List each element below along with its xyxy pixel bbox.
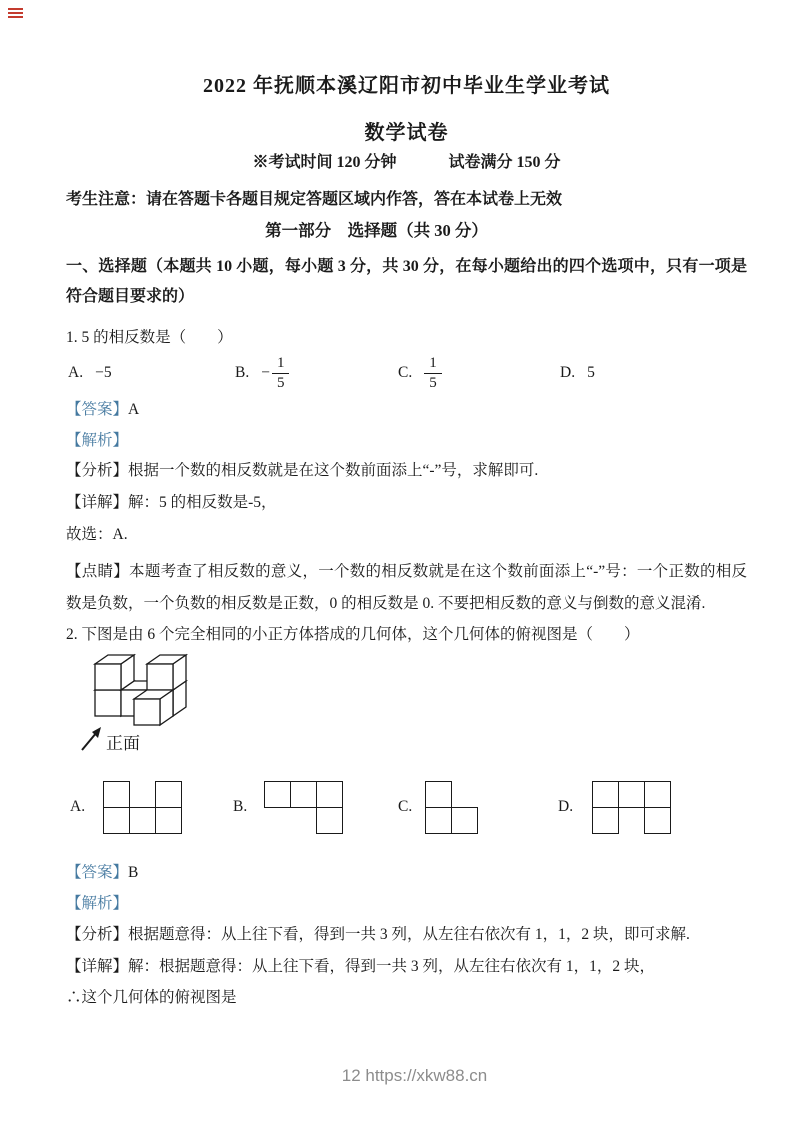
analysis-tag: 【解析】 — [66, 895, 129, 912]
q1-fenxi-line: 【分析】根据一个数的相反数就是在这个数前面添上“-”号，求解即可. — [66, 462, 539, 479]
q1-answer-line — [66, 399, 747, 420]
question-1-options — [66, 350, 747, 396]
q2-option-a-grid — [103, 781, 183, 835]
q2-conclusion-line: ∴这个几何体的俯视图是 — [66, 989, 237, 1006]
fraction — [424, 354, 442, 393]
cube-solid-drawing — [78, 650, 298, 755]
answer-tag: 【答案】 — [66, 864, 129, 881]
q2-option-b-grid — [264, 781, 344, 835]
exam-info-line — [66, 152, 747, 174]
q1-option-d — [560, 350, 595, 396]
page-subtitle: 数学试卷 — [364, 122, 449, 144]
page-title: 2022 年抚顺本溪辽阳市初中毕业生学业考试 — [203, 75, 610, 97]
fraction-numerator: 1 — [424, 354, 442, 374]
answer-tag: 【答案】 — [66, 401, 129, 418]
q2-option-c-grid — [425, 781, 505, 835]
page-footer: 12 https://xkw88.cn — [341, 1066, 488, 1085]
q2-xiangjie-line: 【详解】解：根据题意得：从上往下看，得到一共 3 列，从左往右依次有 1，1，2 块， — [66, 958, 656, 975]
q1-conclusion-line: 故选：A. — [66, 526, 128, 543]
q2-option-a-label: A. — [70, 798, 86, 815]
analysis-tag: 【解析】 — [66, 432, 129, 449]
exam-time: ※考试时间 120 分钟 — [252, 154, 397, 171]
question-2-stem: 2. 下图是由 6 个完全相同的小正方体搭成的几何体，这个几何体的俯视图是（ ） — [66, 626, 640, 643]
question-2-options — [66, 781, 747, 837]
q1-option-d-value: 5 — [587, 364, 595, 381]
corner-mark-icon — [8, 8, 23, 22]
q2-option-b-label: B. — [233, 798, 248, 815]
minus-sign: − — [261, 364, 270, 381]
q2-answer-value: B — [128, 864, 139, 881]
q2-analysis-tag-line — [66, 893, 747, 914]
q1-answer-value: A — [128, 401, 140, 418]
fraction-numerator: 1 — [272, 354, 290, 374]
question-1-stem: 1. 5 的相反数是（ ） — [66, 329, 233, 346]
fraction-denominator: 5 — [276, 374, 285, 391]
q2-cube-figure — [78, 650, 298, 755]
q1-option-a — [68, 350, 112, 396]
front-direction-arrow — [82, 727, 101, 750]
q1-option-a-label: A. — [68, 364, 84, 381]
q2-option-d-grid — [592, 781, 672, 835]
full-score: 试卷满分 150 分 — [448, 154, 561, 171]
q1-option-c-label: C. — [398, 364, 413, 381]
fraction-denominator: 5 — [429, 374, 437, 391]
candidate-notice: 考生注意：请在答题卡各题目规定答题区域内作答，答在本试卷上无效 — [66, 191, 563, 208]
choice-section-instructions: 一、选择题（本题共 10 小题，每小题 3 分，共 30 分，在每小题给出的四个选项中，只有一项是符合题目要求的） — [66, 258, 747, 305]
front-face-label: 正面 — [106, 734, 140, 753]
q1-option-b — [235, 350, 289, 396]
q1-option-c — [398, 350, 442, 396]
q2-fenxi-line: 【分析】根据题意得：从上往下看，得到一共 3 列，从左往右依次有 1，1，2 块，即可求解. — [66, 926, 690, 943]
q2-option-d-label: D. — [558, 798, 574, 815]
q1-option-d-label: D. — [560, 364, 576, 381]
q1-option-a-value: −5 — [95, 364, 112, 381]
q1-option-b-value — [261, 354, 289, 393]
fraction — [272, 354, 290, 393]
q1-option-b-label: B. — [235, 364, 250, 381]
section-heading: 第一部分 选择题（共 30 分） — [265, 221, 488, 240]
q2-option-c-label: C. — [398, 798, 413, 815]
q2-answer-line — [66, 862, 747, 883]
q1-xiangjie-line: 【详解】解：5 的相反数是-5， — [66, 494, 277, 511]
q1-analysis-tag-line — [66, 430, 747, 451]
q1-dianjing-line: 【点睛】本题考查了相反数的意义，一个数的相反数就是在这个数前面添上“-”号：一个正数的相反数是负数，一个负数的相反数是正数，0 的相反数是 0. 不要把相反数的意义与倒数的意义混淆. — [66, 563, 747, 612]
